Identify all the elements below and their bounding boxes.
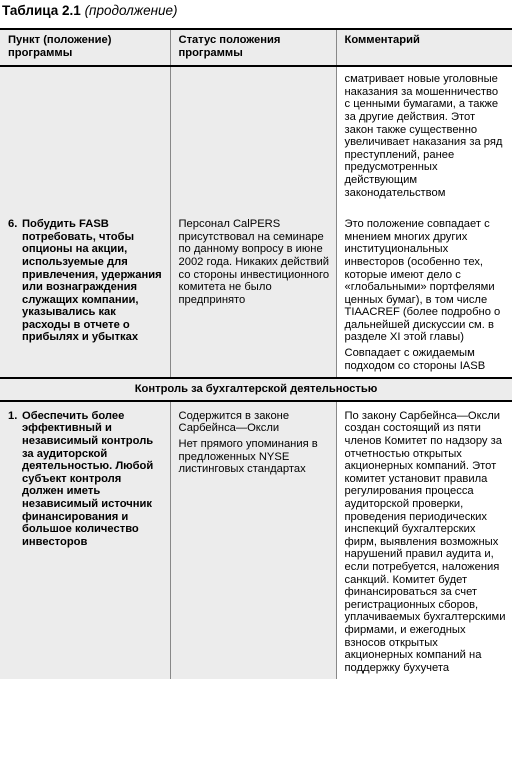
table-row xyxy=(0,67,512,204)
row6-number: 6. xyxy=(8,218,18,231)
table-row xyxy=(0,401,512,679)
row1-item-text: Обеспечить более эффективный и независимый контроль за аудиторской деятельностью. Любой субъект контроля должен иметь независимый источник финансирования и большое количество инвесторов xyxy=(22,409,154,548)
row6-comment-text-2: Совпадает с ожидаемым подходом со стороны IASB xyxy=(344,347,486,372)
table-caption xyxy=(2,2,178,20)
row6-item-text: Побудить FASB потребовать, чтобы опционы на акции, используемые для привлечения, удержания или вознаграждения служащих компании, указывались как расходы в отчете о прибылях и убытках xyxy=(22,218,162,344)
header-row xyxy=(0,30,512,65)
continued-comment-cell xyxy=(336,67,512,204)
row6-item-cell xyxy=(0,204,170,378)
row6-comment-cell xyxy=(336,204,512,378)
caption-subtitle: (продолжение) xyxy=(84,3,178,18)
row1-status-text-2: Нет прямого упоминания в предложенных NYSE листинговых стандартах xyxy=(178,438,318,476)
row1-status-cell xyxy=(170,401,336,679)
table-row xyxy=(0,204,512,378)
header-item: Пункт (положение) программы xyxy=(0,30,170,65)
row1-item-cell xyxy=(0,401,170,679)
continued-status-cell xyxy=(170,67,336,204)
row6-status-cell xyxy=(170,204,336,378)
row6-comment-text: Это положение совпадает с мнением многих других институциональных инвесторов (особенно тех, которые имеют дело с «глобальными» портфелями ценных бумаг), в том числе TIAACREF (более подробно о дальнейшей дискуссии см. в разделе XI этой главы) xyxy=(344,218,501,344)
section-row xyxy=(0,378,512,401)
continued-comment-text: сматривает новые уголовные наказания за мошенничество с ценными бумагами, а также за другие действия. Этот закон также существенно увеличивает наказания за ряд преступлений, ранее предусмотренных действующим законодательством xyxy=(344,73,503,199)
row6-status-text: Персонал CalPERS присутствовал на семинаре по данному вопросу в июне 2002 года. Никаких действий со стороны инвестиционного комитета не было предпринято xyxy=(178,218,330,306)
row1-status-text: Содержится в законе Сарбейнса—Оксли xyxy=(178,409,290,435)
row1-number: 1. xyxy=(8,409,18,422)
continued-item-cell xyxy=(0,67,170,204)
row1-comment-text: По закону Сарбейнса—Оксли создан состоящий из пяти членов Комитет по надзору за отчетностью открытых акционерных компаний. Этот комитет установит правила регулирования процесса аудиторской проверки, проведения периодических инспекций бухгалтерских фирм, выявления возможных нарушений правил аудита и, если потребуется, наложения санкций. Комитет будет финансироваться за счет регистрационных сборов, уплачиваемых бухгалтерскими фирмами, и ежегодных взносов открытых акционерных компаний на поддержку бухучета xyxy=(344,409,506,674)
program-table xyxy=(0,30,512,679)
caption-number: Таблица 2.1 xyxy=(2,3,81,18)
section-title: Контроль за бухгалтерской деятельностью xyxy=(0,378,512,401)
header-comment: Комментарий xyxy=(336,30,512,65)
row1-comment-cell xyxy=(336,401,512,679)
header-status: Статус положения программы xyxy=(170,30,336,65)
table-container xyxy=(0,28,512,679)
